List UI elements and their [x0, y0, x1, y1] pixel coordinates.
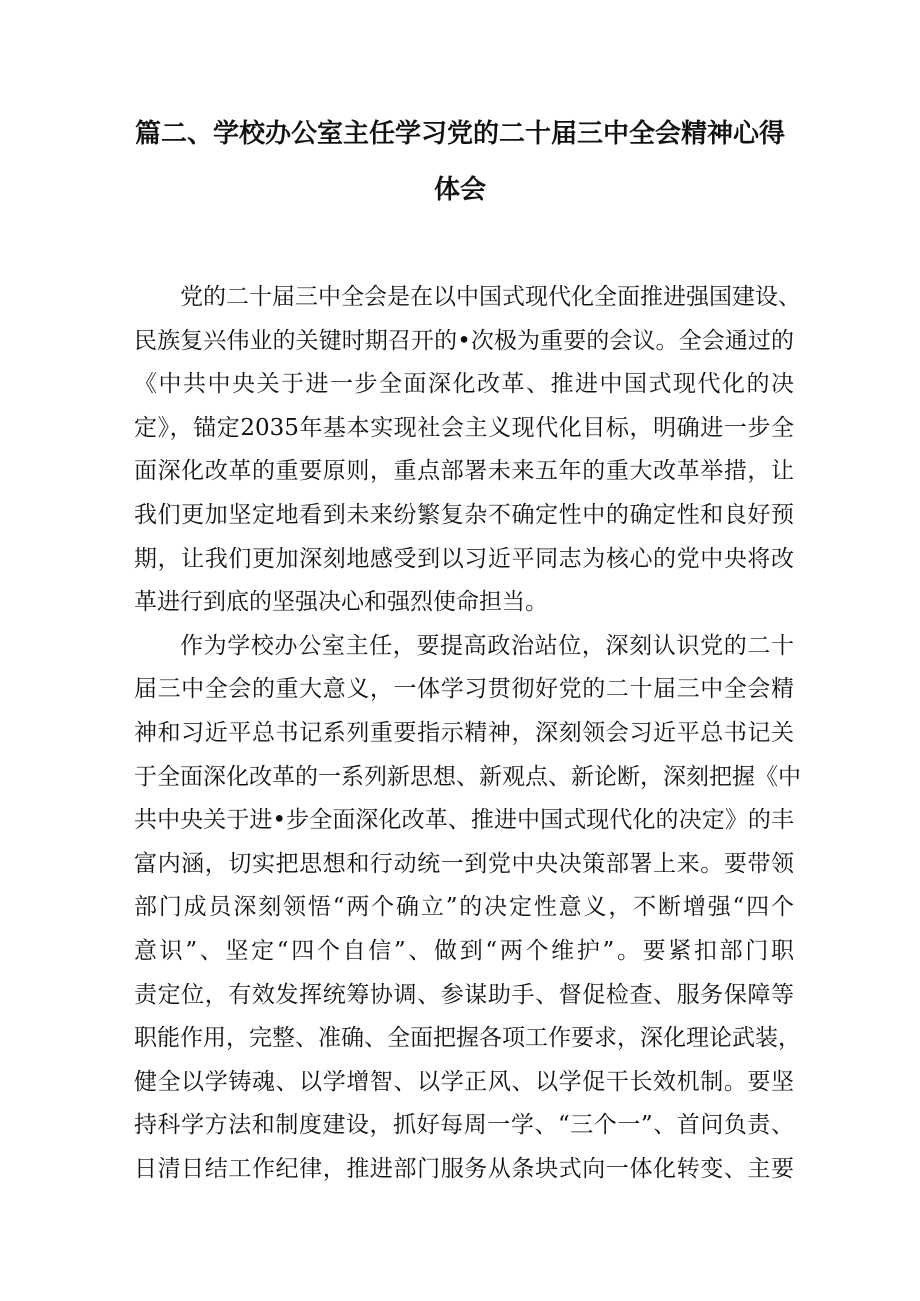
paragraph-line: 定》，锚定2035年基本实现社会主义现代化目标，明确进一步全 — [134, 414, 794, 441]
paragraph-line: 职能作用，完整、准确、全面把握各项工作要求，深化理论武装， — [134, 1025, 801, 1052]
paragraph-line: 我们更加坚定地看到未来纷繁复杂不确定性中的确定性和良好预 — [134, 501, 794, 528]
paragraph-line: 《中共中央关于进一步全面深化改革、推进中国式现代化的决 — [134, 371, 794, 398]
document-body — [134, 276, 801, 1191]
paragraph-line: 党的二十届三中全会是在以中国式现代化全面推进强国建设、 — [180, 284, 801, 310]
document-title-line-1: 篇二、学校办公室主任学习党的二十届三中全会精神心得 — [135, 119, 786, 149]
paragraph-line: 意识”、坚定“四个自信”、做到“两个维护”。要紧扣部门职 — [134, 937, 794, 964]
paragraph-line: 日清日结工作纪律，推进部门服务从条块式向一体化转变、主要 — [134, 1155, 794, 1182]
paragraph-line: 共中央关于进•步全面深化改革、推进中国式现代化的决定》的丰 — [134, 807, 794, 834]
paragraph-line: 民族复兴伟业的关键时期召开的•次极为重要的会议。全会通过的 — [134, 327, 794, 354]
paragraph-2 — [134, 625, 801, 1192]
paragraph-line: 健全以学铸魂、以学增智、以学正风、以学促干长效机制。要坚 — [134, 1068, 794, 1095]
paragraph-line: 革进行到底的坚强决心和强烈使命担当。 — [134, 589, 548, 616]
paragraph-line: 责定位，有效发挥统筹协调、参谋助手、督促检查、服务保障等 — [134, 981, 794, 1008]
document-title-line-2: 体会 — [433, 175, 486, 205]
paragraph-1 — [134, 276, 801, 625]
paragraph-line: 作为学校办公室主任，要提高政治站位，深刻认识党的二十 — [180, 632, 794, 659]
paragraph-line: 持科学方法和制度建设，抓好每周一学、“三个一”、首问负责、 — [134, 1112, 794, 1139]
paragraph-line: 期，让我们更加深刻地感受到以习近平同志为核心的党中央将改 — [134, 545, 794, 572]
paragraph-line: 届三中全会的重大意义，一体学习贯彻好党的二十届三中全会精 — [134, 676, 794, 703]
paragraph-line: 面深化改革的重要原则，重点部署未来五年的重大改革举措，让 — [134, 458, 794, 485]
paragraph-line: 于全面深化改革的一系列新思想、新观点、新论断，深刻把握《中 — [134, 763, 801, 790]
paragraph-line: 富内涵，切实把思想和行动统一到党中央决策部署上来。要带领 — [134, 850, 794, 877]
paragraph-line: 部门成员深刻领悟“两个确立”的决定性意义，不断增强“四个 — [134, 894, 794, 921]
paragraph-line: 神和习近平总书记系列重要指示精神，深刻领会习近平总书记关 — [134, 719, 794, 746]
